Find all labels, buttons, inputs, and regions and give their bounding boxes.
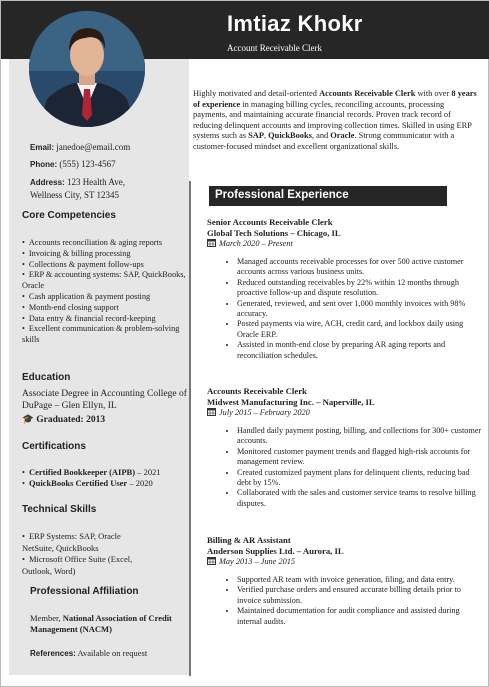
job-entry	[207, 386, 482, 509]
contact-phone	[30, 158, 116, 171]
address-line1: 123 Health Ave,	[66, 177, 126, 187]
job-bullet: • Managed accounts receivable processes for over 500 active customer accounts across various business units.	[237, 257, 482, 278]
competencies-title: Core Competencies	[22, 210, 116, 221]
experience-title: Professional Experience	[215, 189, 349, 201]
references-value: Available on request	[77, 648, 148, 658]
cert-name: QuickBooks Certified User	[28, 477, 128, 488]
references	[30, 647, 147, 660]
certifications-list	[22, 467, 187, 489]
education-degree: Associate Degree in Accounting College of DuPage – Glen Ellyn, IL	[22, 389, 187, 411]
graduation-cap-icon: 🎓	[22, 415, 34, 425]
certifications-title: Certifications	[22, 441, 86, 452]
affiliation-text	[30, 613, 180, 635]
job-bullets	[207, 426, 482, 509]
profile-photo	[29, 11, 145, 127]
job-title: Senior Accounts Receivable Clerk	[207, 217, 333, 227]
technical-title: Technical Skills	[22, 504, 97, 515]
job-company: Midwest Manufacturing Inc. – Naperville, IL	[207, 396, 375, 407]
affiliation-title: Professional Affiliation	[30, 586, 139, 597]
job-bullet: • Monitored customer payment trends and flagged high-risk accounts for management review.	[237, 447, 482, 468]
competency-item: • Cash application & payment posting	[22, 292, 187, 303]
job-bullet: • Posted payments via wire, ACH, credit card, and lockbox daily using Oracle ERP.	[237, 319, 482, 340]
summary-paragraph	[193, 89, 478, 153]
job-dates-text: May 2013 – June 2015	[219, 557, 296, 566]
job-bullets	[207, 575, 482, 627]
affiliation-org: National Association of Credit Management (NACM)	[30, 613, 172, 634]
contact-email	[30, 141, 130, 154]
contact-address	[30, 176, 125, 202]
job-bullet: • Created customized payment plans for delinquent clients, reducing bad debt by 15%.	[237, 468, 482, 489]
job-dates-text: July 2015 – February 2020	[219, 408, 310, 417]
cert-year: – 2020	[127, 477, 153, 488]
job-company: Anderson Supplies Ltd. – Aurora, IL	[207, 545, 344, 556]
technical-item: • Microsoft Office Suite (Excel, Outlook, Word)	[22, 554, 152, 577]
calendar-icon	[207, 407, 216, 416]
summary-bold: Accounts Receivable Clerk	[319, 89, 416, 98]
job-entry	[207, 535, 482, 627]
technical-item: • ERP Systems: SAP, Oracle NetSuite, QuickBooks	[22, 531, 152, 554]
summary-bold: SAP	[248, 131, 264, 141]
address-line2: Wellness City, ST 12345	[30, 190, 120, 200]
job-bullet: • Generated, reviewed, and sent over 1,000 monthly invoices with 98% accuracy.	[237, 299, 482, 320]
summary-text: in managing billing cycles, reconciling accounts, processing payments, and maintaining accurate financial records. Proven track record of reducing delinquent accounts and improving collection times. Skilled in using ERP systems such as	[193, 99, 472, 141]
job-entry	[207, 217, 482, 361]
address-label: Address:	[30, 178, 65, 187]
summary-text: , and	[311, 131, 331, 141]
phone-label: Phone:	[30, 160, 58, 169]
summary-bold: Oracle	[330, 131, 355, 141]
summary-text: . Strong communicator with a customer-focused mindset and excellent organizational skills.	[193, 131, 455, 151]
job-dates-text: March 2020 – Present	[219, 239, 293, 248]
column-divider	[189, 181, 191, 676]
education-graduated	[22, 415, 187, 427]
references-label: References:	[30, 649, 76, 658]
graduated-text: Graduated: 2013	[36, 415, 106, 425]
summary-text: ,	[263, 131, 269, 141]
email-label: Email:	[30, 143, 55, 152]
summary-text: Highly motivated and detail-oriented	[193, 89, 320, 98]
job-dates	[207, 407, 482, 418]
candidate-role: Account Receivable Clerk	[227, 43, 322, 53]
job-bullet: • Collaborated with the sales and customer service teams to resolve billing disputes.	[237, 488, 482, 509]
job-dates	[207, 238, 482, 249]
calendar-icon	[207, 556, 216, 565]
certification-item	[22, 478, 187, 489]
job-bullet: • Assisted in month-end close by preparing AR aging reports and reconciliation schedules.	[237, 340, 482, 361]
cert-year: – 2021	[135, 467, 161, 477]
job-bullet: • Handled daily payment posting, billing, and collections for 300+ customer accounts.	[237, 426, 482, 447]
calendar-icon	[207, 238, 216, 247]
job-title: Billing & AR Assistant	[207, 535, 291, 545]
certification-item	[22, 467, 187, 478]
competency-item: • Accounts reconciliation & aging reports	[22, 238, 187, 249]
job-dates	[207, 556, 482, 567]
competency-item: • Invoicing & billing processing	[22, 249, 187, 260]
competencies-list	[22, 238, 187, 346]
education-title: Education	[22, 372, 71, 383]
competency-item: • Data entry & financial record-keeping	[22, 314, 187, 325]
job-bullet: • Verified purchase orders and ensured accurate billing details prior to invoice submission.	[237, 585, 482, 606]
job-bullet: • Maintained documentation for audit compliance and assisted during internal audits.	[237, 606, 482, 627]
candidate-name: Imtiaz Khokr	[227, 11, 363, 36]
job-bullet: • Supported AR team with invoice generation, filing, and data entry.	[237, 575, 482, 585]
competency-item: • Excellent communication & problem-solving skills	[22, 324, 187, 346]
competency-item: • Month-end closing support	[22, 303, 187, 314]
technical-list	[22, 531, 152, 577]
job-title: Accounts Receivable Clerk	[207, 386, 307, 396]
summary-text: with over	[415, 89, 452, 98]
email-value[interactable]: janedoe@email.com	[56, 142, 131, 152]
competency-item: • Collections & payment follow-ups	[22, 260, 187, 271]
summary-bold: 8 years of experience	[193, 89, 477, 109]
cert-name: Certified Bookkeeper (AIPB)	[28, 467, 136, 477]
job-bullets	[207, 257, 482, 361]
job-company: Global Tech Solutions – Chicago, IL	[207, 227, 341, 238]
affiliation-prefix: Member,	[30, 613, 63, 623]
job-bullet: • Reduced outstanding receivables by 22% within 12 months through proactive follow-up and dispute resolution.	[237, 278, 482, 299]
phone-value: (555) 123-4567	[59, 159, 116, 169]
summary-bold: QuickBooks	[268, 131, 312, 141]
competency-item: • ERP & accounting systems: SAP, QuickBooks, Oracle	[22, 270, 187, 292]
